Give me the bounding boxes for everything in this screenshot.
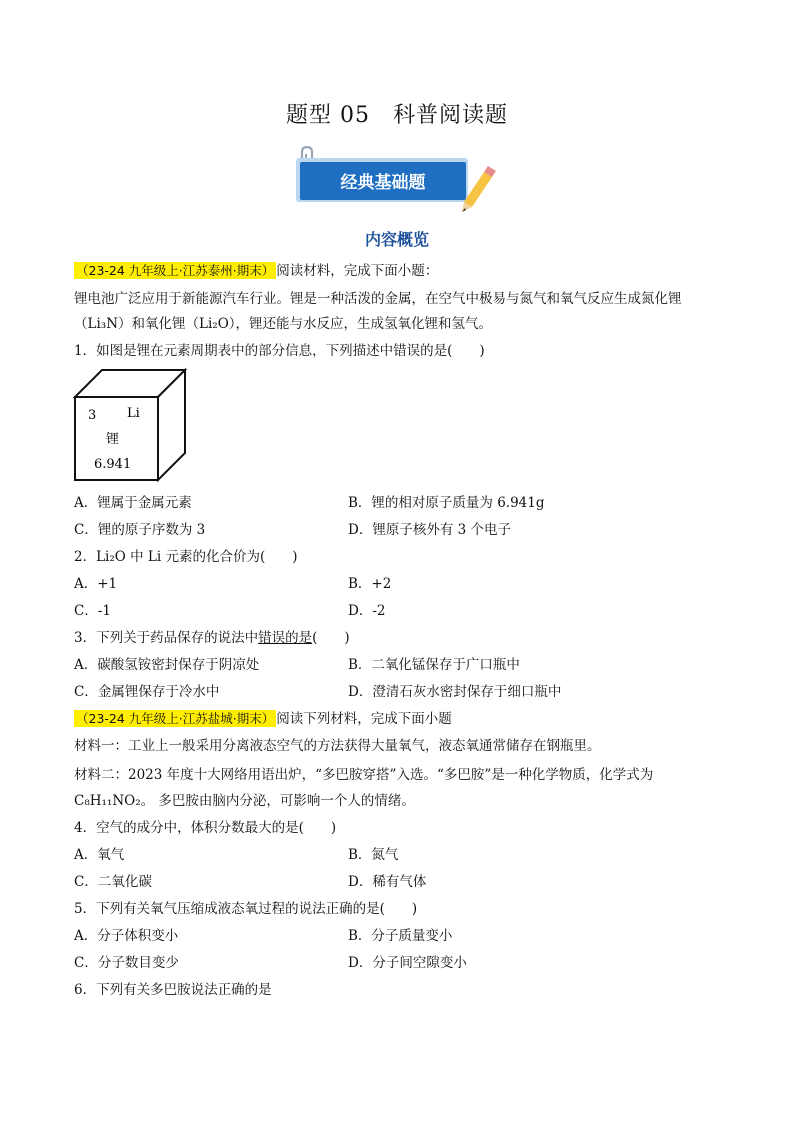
element-name: 锂 [106,432,120,447]
group2-instruction: 阅读下列材料，完成下面小题 [276,711,452,727]
q5-option-d: D．分子间空隙变小 [348,955,467,971]
page-title: 题型 05 科普阅读题 [286,103,508,128]
section-heading: 内容概览 [364,230,429,249]
q3-option-c: C．金属锂保存于冷水中 [74,684,220,700]
q1-option-a: A．锂属于金属元素 [74,495,192,511]
q4-option-a: A．氧气 [74,847,125,863]
q5-stem: 5．下列有关氧气压缩成液态氧过程的说法正确的是( ) [74,901,418,917]
q1-option-c: C．锂的原子序数为 3 [74,522,206,538]
q3-option-b: B．二氧化锰保存于广口瓶中 [348,657,520,673]
group2-material2-line1: 材料二：2023 年度十大网络用语出炉，“多巴胺穿搭”入选。“多巴胺”是一种化学物质，化学式为 [74,767,654,783]
atomic-mass: 6.941 [94,457,132,472]
q3-stem-emphasis: 错误的是 [258,630,313,646]
banner-text: 经典基础题 [340,173,426,193]
q6-stem: 6．下列有关多巴胺说法正确的是 [74,982,272,998]
group1-instruction: 阅读材料，完成下面小题： [276,263,439,279]
group2-material1: 材料一：工业上一般采用分离液态空气的方法获得大量氧气，液态氧通常储存在钢瓶里。 [74,738,601,754]
q5-option-a: A．分子体积变小 [74,928,179,944]
q3-stem-prefix: 3．下列关于药品保存的说法中 [74,630,259,646]
group2-material2-line2: C₈H₁₁NO₂。 多巴胺由脑内分泌，可影响一个人的情绪。 [74,793,415,809]
q3-option-d: D．澄清石灰水密封保存于细口瓶中 [348,684,562,700]
q4-option-d: D．稀有气体 [348,874,427,890]
source-badge: （23-24 九年级上·江苏盐城·期末） [76,711,275,726]
element-symbol: Li [127,406,140,421]
q3-stem-suffix: ( ) [312,630,350,646]
q4-stem: 4．空气的成分中，体积分数最大的是( ) [74,820,337,836]
q2-option-a: A．+1 [74,576,118,592]
q1-option-b: B．锂的相对原子质量为 6.941g [348,495,545,511]
q4-option-c: C．二氧化碳 [74,874,152,890]
group1-header [74,262,438,280]
q5-option-c: C．分子数目变少 [74,955,179,971]
q5-option-b: B．分子质量变小 [348,928,453,944]
q3-stem [74,629,350,647]
group1-material-line2: （Li₃N）和氧化锂（Li₂O），锂还能与水反应，生成氢氧化锂和氢气。 [74,316,493,332]
atomic-number: 3 [88,408,97,423]
q1-option-d: D．锂原子核外有 3 个电子 [348,522,511,538]
q2-option-b: B．+2 [348,576,392,592]
lithium-element-box [72,367,188,483]
classic-basics-banner [292,146,502,216]
q2-option-d: D．-2 [348,603,386,619]
q2-stem: 2．Li₂O 中 Li 元素的化合价为( ) [74,549,298,565]
q1-stem: 1．如图是锂在元素周期表中的部分信息，下列描述中错误的是( ) [74,343,485,359]
q2-option-c: C．-1 [74,603,111,619]
group2-header [74,710,452,728]
source-badge: （23-24 九年级上·江苏泰州·期末） [76,263,275,278]
group1-material-line1: 锂电池广泛应用于新能源汽车行业。锂是一种活泼的金属，在空气中极易与氮气和氧气反应生成氮化锂 [74,291,682,307]
q3-option-a: A．碳酸氢铵密封保存于阴凉处 [74,657,260,673]
q4-option-b: B．氮气 [348,847,399,863]
